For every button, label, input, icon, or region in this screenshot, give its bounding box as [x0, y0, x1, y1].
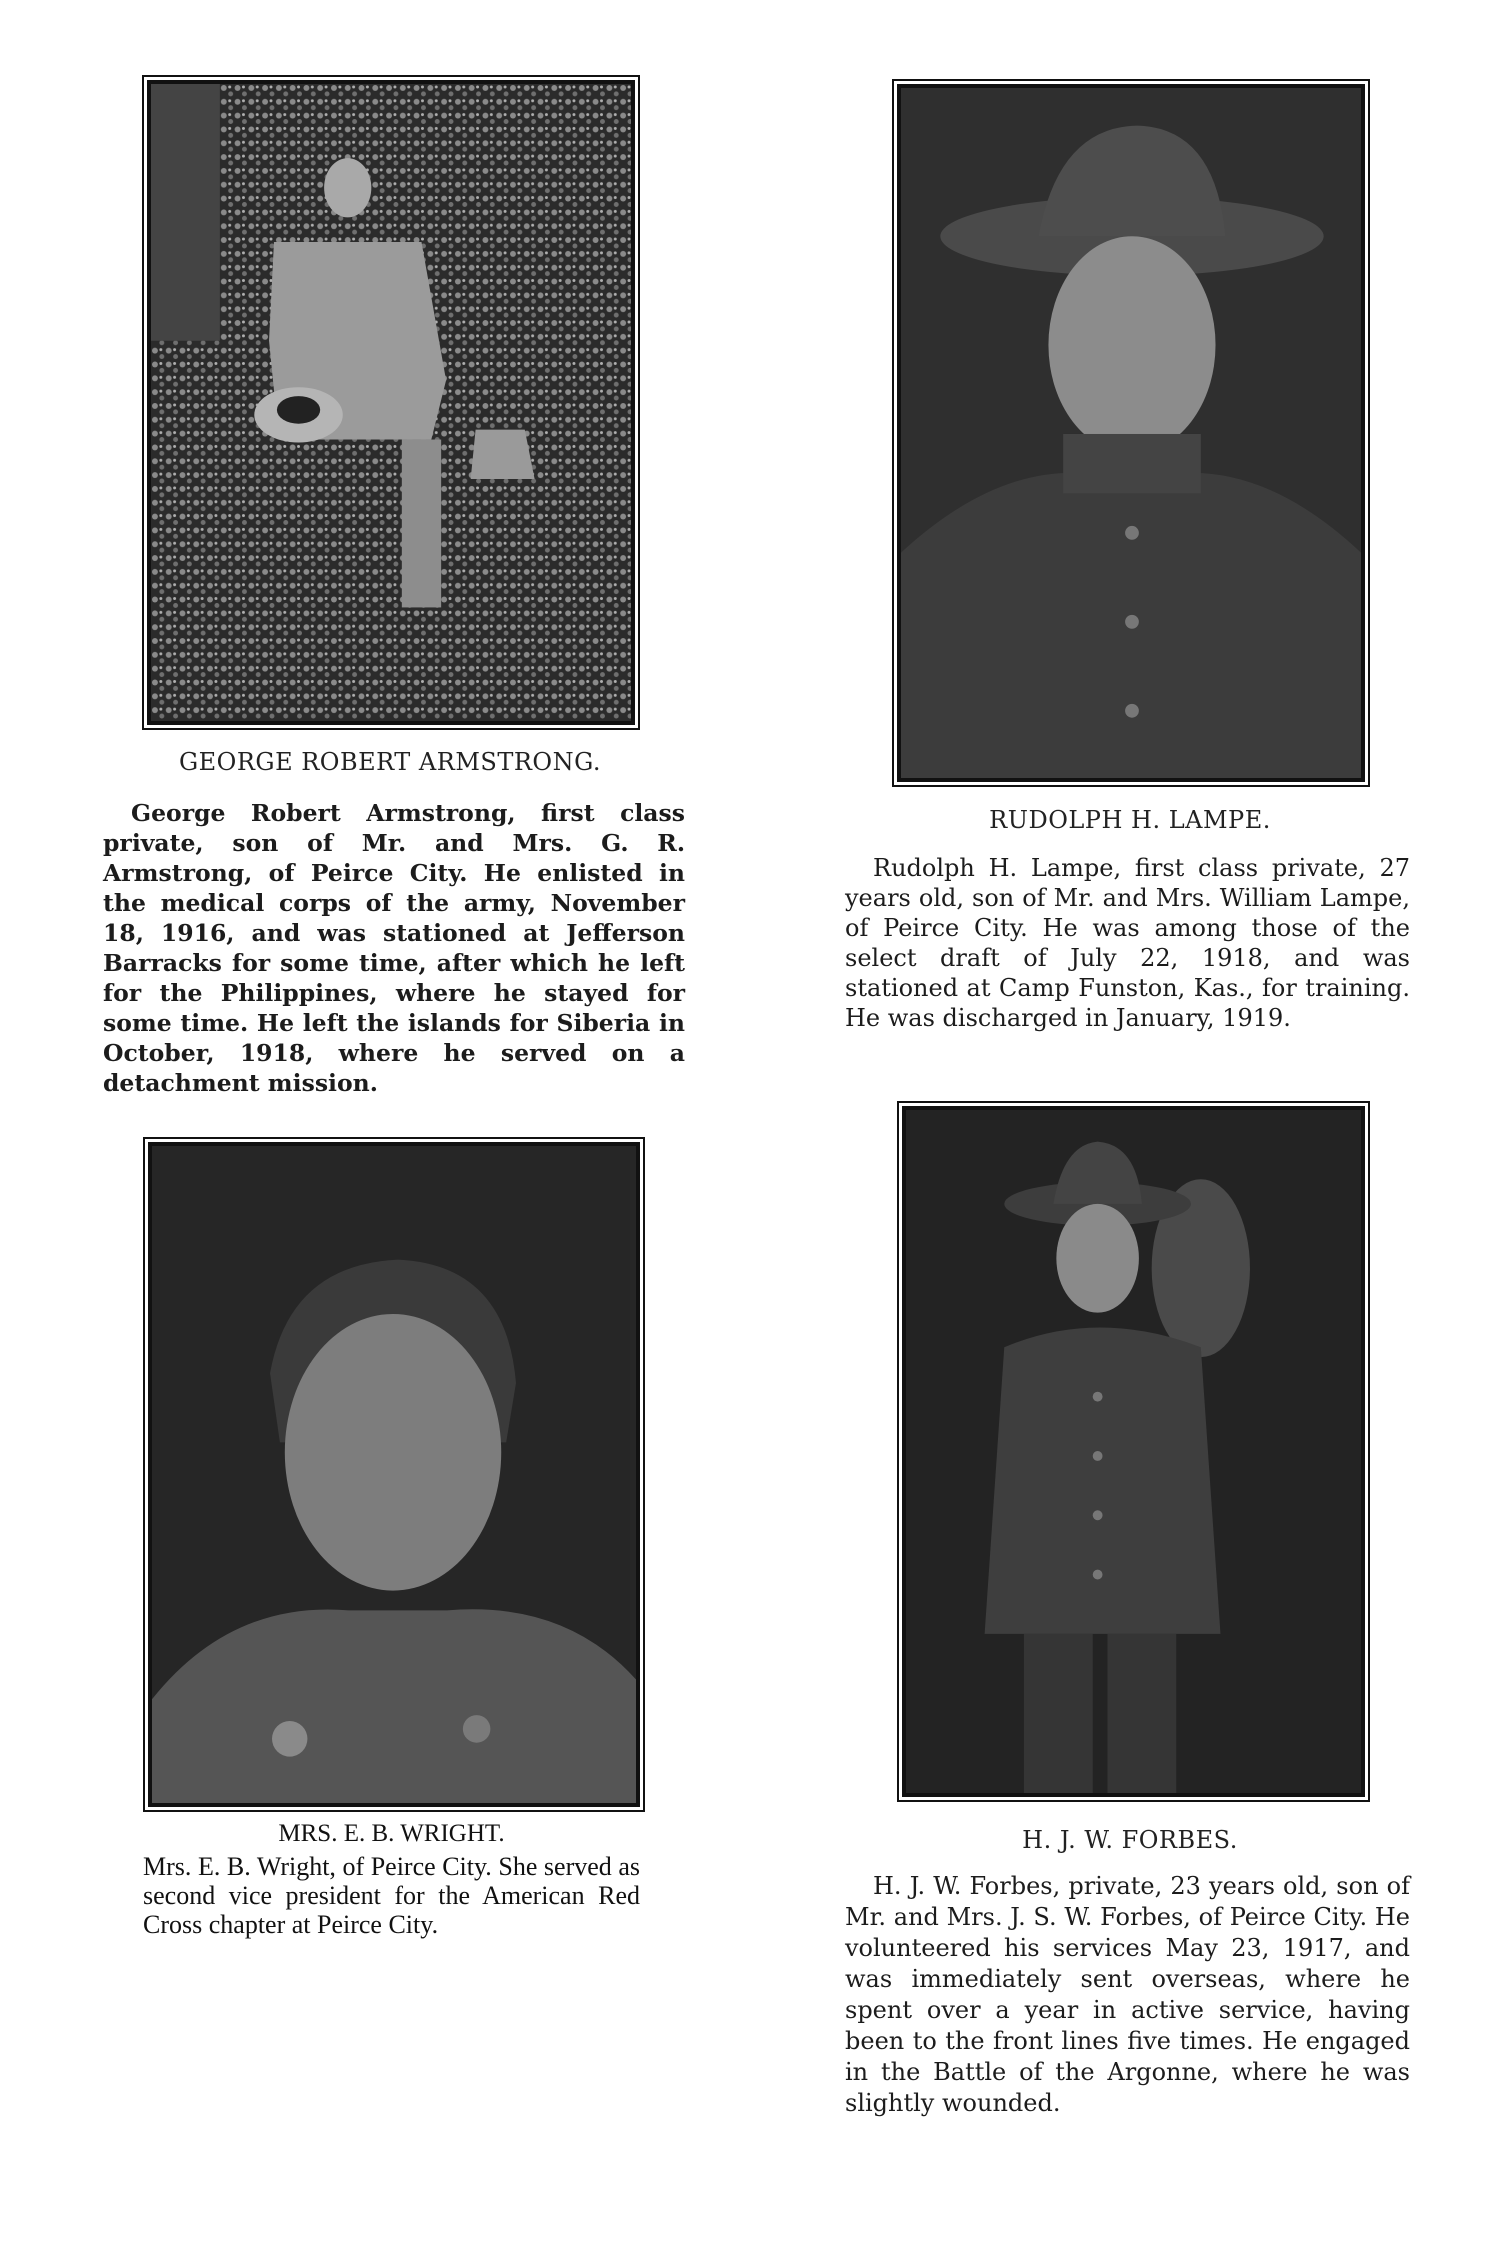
- entry-text: [103, 798, 685, 1098]
- entry-title: MRS. E. B. WRIGHT.: [278, 1820, 505, 1847]
- entry-text: [845, 853, 1410, 1033]
- entry-title: GEORGE ROBERT ARMSTRONG.: [178, 748, 602, 776]
- photo-lampe-image: [901, 88, 1361, 778]
- photo-wright-image: [152, 1146, 636, 1803]
- photo-armstrong: [147, 80, 635, 725]
- photo-wright: [148, 1142, 640, 1807]
- entry-text: [845, 1871, 1410, 2119]
- entry-text-content: Rudolph H. Lampe, first class private, 27 years old, son of Mr. and Mrs. William Lampe, of Peirce City. He was among those of the select draft of July 22, 1918, and was stationed at Camp Funston, Kas., for training. He was discharged in January, 1919.: [845, 854, 1410, 1032]
- photo-forbes-image: [906, 1110, 1361, 1793]
- entry-text: Mrs. E. B. Wright, of Peirce City. She served as second vice president for the American Red Cross chapter at Peirce City.: [143, 1852, 640, 1939]
- photo-armstrong-image: [151, 84, 631, 721]
- photo-lampe: [897, 84, 1365, 782]
- entry-title: RUDOLPH H. LAMPE.: [989, 806, 1271, 834]
- entry-text-content: George Robert Armstrong, first class private, son of Mr. and Mrs. G. R. Armstrong, of Peirce City. He enlisted in the medical corps of the army, November 18, 1916, and was stationed at Jefferson Barracks for some time, after which he left for the Philippines, where he stayed for some time. He left the islands for Siberia in October, 1918, where he served on a detachment mission.: [103, 799, 685, 1097]
- entry-title: H. J. W. FORBES.: [1022, 1826, 1238, 1854]
- photo-forbes: [902, 1106, 1365, 1797]
- entry-text-content: H. J. W. Forbes, private, 23 years old, son of Mr. and Mrs. J. S. W. Forbes, of Peirce City. He volunteered his services May 23, 1917, and was immediately sent overseas, where he spent over a year in active service, having been to the front lines five times. He engaged in the Battle of the Argonne, where he was slightly wounded.: [845, 1872, 1410, 2117]
